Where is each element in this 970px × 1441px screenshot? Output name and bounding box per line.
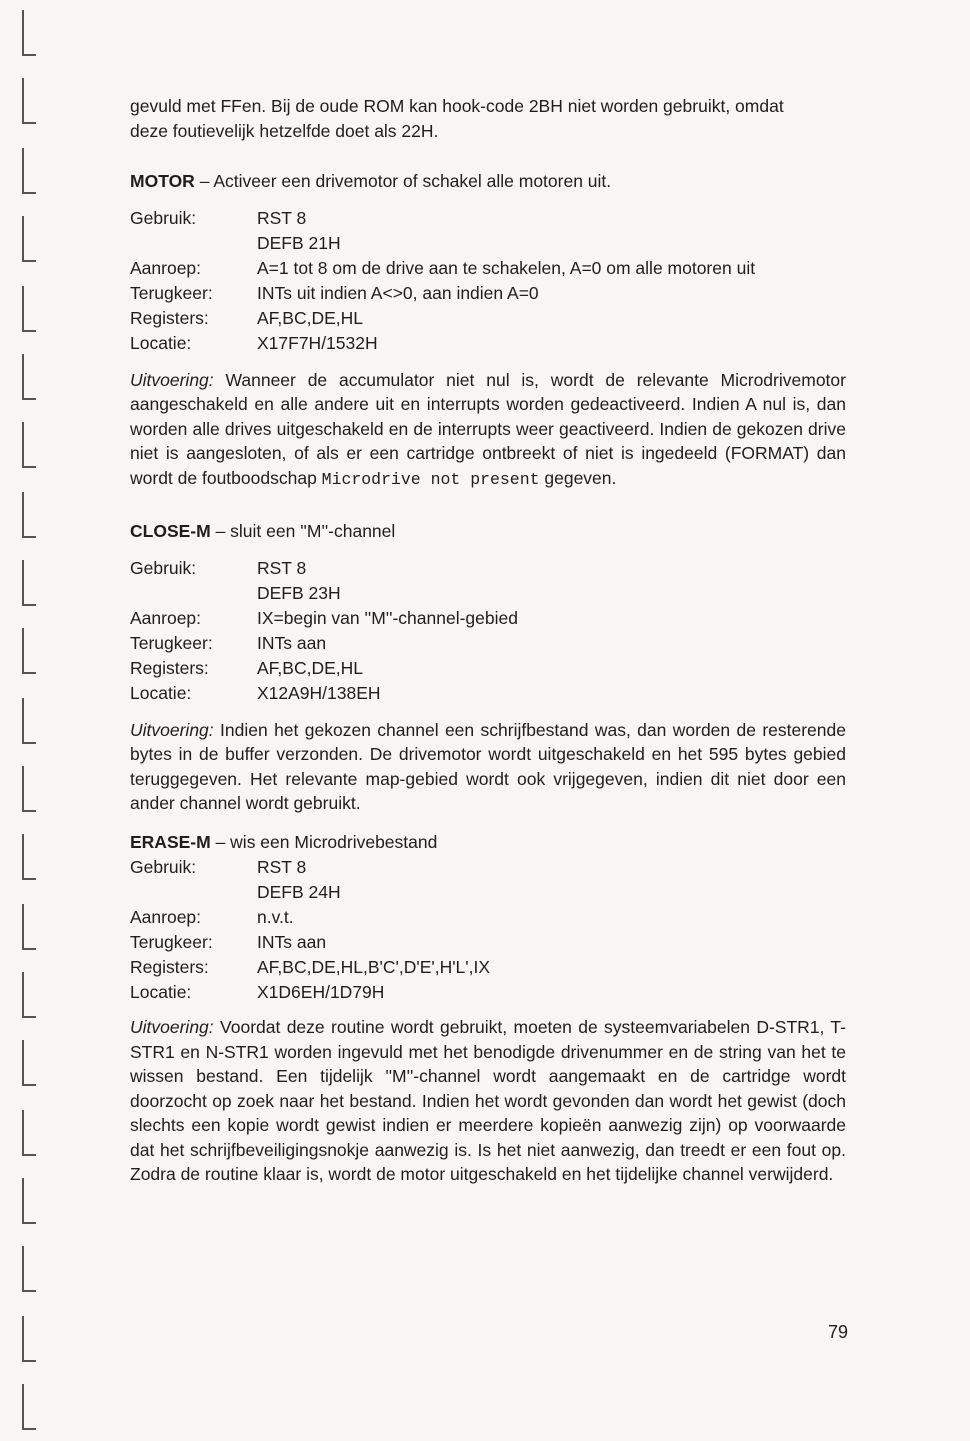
page-number: 79 [828,1322,849,1342]
binder-marks [22,0,36,1441]
motor-error-message: Microdrive not present [321,469,540,489]
erase-uitvoering-label: Uitvoering: [130,1017,214,1037]
motor-key: Locatie: [130,332,192,353]
motor-key: Registers: [130,307,209,328]
motor-key: Terugkeer: [130,282,213,303]
close-key [130,581,257,606]
page-content [130,94,846,1187]
close-key: Gebruik: [130,557,197,578]
close-value: X12A9H/138EH [257,682,381,703]
motor-value: DEFB 21H [257,232,341,253]
erase-dash: – [210,831,231,852]
motor-key: Aanroep: [130,257,202,278]
close-subtitle: sluit een ''M''-channel [230,521,396,541]
motor-value: AF,BC,DE,HL [257,307,363,328]
motor-value: A=1 tot 8 om de drive aan te schakelen, A=0 om alle motoren uit [257,257,756,278]
erase-heading [130,830,846,855]
motor-value: INTs uit indien A<>0, aan indien A=0 [257,282,539,303]
erase-uitvoering-text: Voordat deze routine wordt gebruikt, moeten de systeemvariabelen D-STR1, T-STR1 en N-STR1 worden ingevuld met het benodigde drivenummer en de string van het te wissen bestand. Een tijdelijk ''M''-channel wordt aangemaakt en de cartridge wordt doorzocht op zoek naar het bestand. Indien het wordt gevonden dan wordt het gewist (doch slechts een kopie wordt gewist indien er meerdere kopieën aanwezig zijn) op voorwaarde dat het schrijfbeveiligingsnokje aanwezig is. Is het niet aanwezig, dan treedt er een fout op. Zodra de routine klaar is, wordt de motor uitgeschakeld en het tijdelijke channel verwijderd. [130,1017,846,1184]
erase-value: DEFB 24H [257,882,341,902]
erase-title: ERASE-M [130,831,211,852]
motor-subtitle: Activeer een drivemotor of schakel alle motoren uit. [213,171,612,191]
erase-key: Aanroep: [130,907,202,927]
intro-line-2: deze foutievelijk hetzelfde doet als 22H. [130,120,439,141]
erase-value: RST 8 [257,857,307,877]
close-key: Locatie: [130,682,192,703]
close-value: RST 8 [257,557,307,578]
motor-description [130,368,846,493]
close-register-table [130,556,846,706]
erase-value: INTs aan [257,932,327,952]
motor-value: X17F7H/1532H [257,332,378,353]
close-uitvoering-text: Indien het gekozen channel een schrijfbestand was, dan worden de resterende bytes in de buffer verzonden. De drivemotor wordt uitgeschakeld en het 595 bytes gebied teruggegeven. Het relevante map-gebied wordt ook vrijgegeven, indien dit niet door een ander channel wordt gebruikt. [130,719,846,813]
close-key: Registers: [130,657,209,678]
close-key: Terugkeer: [130,632,213,653]
erase-description [130,1015,846,1187]
motor-heading [130,169,846,194]
erase-value: X1D6EH/1D79H [257,982,385,1002]
close-title: CLOSE-M [130,521,211,541]
close-description [130,718,846,816]
erase-value: n.v.t. [257,907,294,927]
erase-value: AF,BC,DE,HL,B'C',D'E',H'L',IX [257,957,491,977]
close-heading [130,519,846,544]
close-key: Aanroep: [130,607,202,628]
motor-value: RST 8 [257,207,307,228]
close-value: IX=begin van ''M''-channel-gebied [257,607,518,628]
erase-key: Terugkeer: [130,932,213,952]
close-value: DEFB 23H [257,582,341,603]
intro-line-1: gevuld met FFen. Bij de oude ROM kan hook-code 2BH niet worden gebruikt, omdat [130,96,784,116]
motor-key: Gebruik: [130,207,197,228]
motor-title: MOTOR [130,171,195,191]
erase-key [130,880,257,905]
motor-uitvoering-text: Wanneer de accumulator niet nul is, wordt de relevante Microdrivemotor aangeschakeld en alle andere uit en interrupts worden gedeactiveerd. Indien A nul is, dan worden alle drives uitgeschakeld en de interrupts weer geactiveerd. Indien de gekozen drive niet is aangesloten, of als er een cartridge ontbreekt of niet is ingedeeld (FORMAT) dan wordt de foutboodschap [130,369,846,488]
erase-register-table [130,855,846,1005]
erase-key: Locatie: [130,982,192,1002]
close-dash: – [210,521,231,541]
motor-dash: – [194,171,214,191]
close-value: AF,BC,DE,HL [257,657,363,678]
close-value: INTs aan [257,632,327,653]
erase-subtitle: wis een Microdrivebestand [230,831,438,852]
motor-uitvoering-text-end: gegeven. [539,467,617,488]
motor-uitvoering-label: Uitvoering: [130,369,214,390]
motor-register-table [130,206,846,356]
intro-text [130,94,846,143]
erase-key: Gebruik: [130,857,197,877]
motor-key [130,231,257,256]
close-uitvoering-label: Uitvoering: [130,719,214,740]
erase-key: Registers: [130,957,209,977]
